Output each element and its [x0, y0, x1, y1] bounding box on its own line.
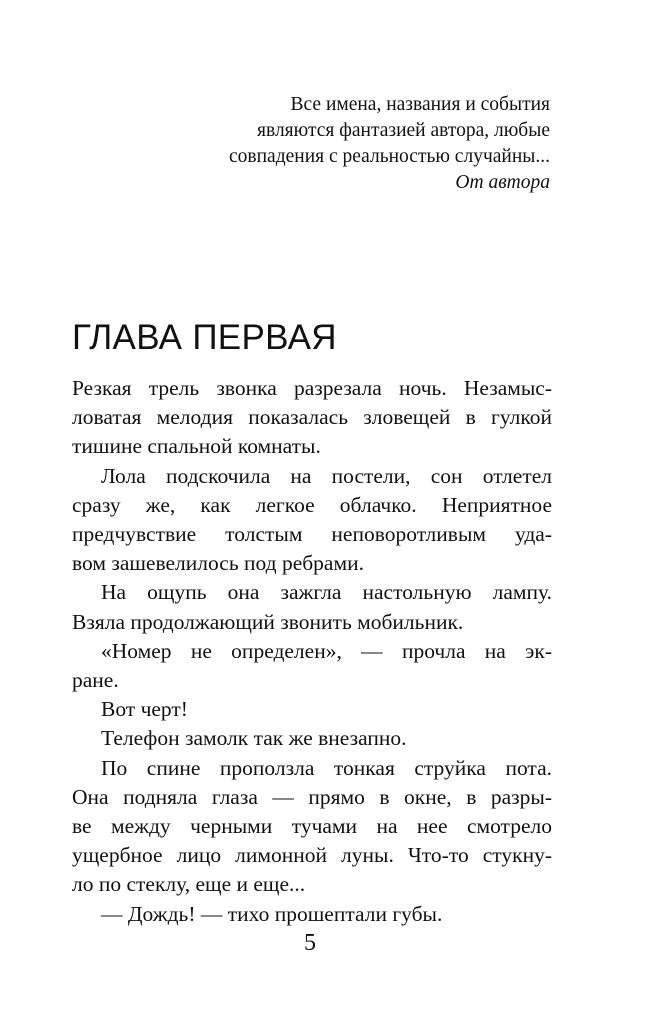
text-line: ве между черными тучами на нее смотрело	[72, 814, 552, 839]
text-line: ловатая мелодия показалась зловещей в гулкой	[72, 405, 552, 430]
text-line: Лола подскочила на постели, сон отлетел	[101, 463, 552, 488]
text-line: ране.	[72, 668, 119, 693]
epigraph-line: совпадения с реальностью случайны...	[229, 146, 550, 167]
text-line: По спине проползла тонкая струйка пота.	[101, 755, 552, 780]
epigraph-author: От автора	[455, 172, 550, 193]
epigraph-line: являются фантазией автора, любые	[257, 120, 550, 141]
epigraph	[160, 92, 550, 196]
text-line: «Номер не определен», — прочла на эк-	[101, 638, 552, 663]
text-line: Телефон замолк так же внезапно.	[101, 726, 407, 751]
text-line: вом зашевелилось под ребрами.	[72, 551, 364, 576]
text-line: Взяла продолжающий звонить мобильник.	[72, 609, 464, 634]
text-line: тишине спальной комнаты.	[72, 434, 321, 459]
text-line: ущербное лицо лимонной луны. Что-то стукну-	[72, 843, 552, 868]
epigraph-line: Все имена, названия и события	[290, 94, 550, 115]
text-line: Резкая трель звонка разрезала ночь. Незамыс-	[72, 376, 552, 400]
page-number: 5	[304, 930, 316, 956]
body-text	[72, 374, 552, 929]
chapter-title: ГЛАВА ПЕРВАЯ	[72, 318, 337, 357]
text-line: ло по стеклу, еще и еще...	[72, 872, 306, 897]
text-line: Вот черт!	[101, 697, 188, 722]
text-line: На ощупь она зажгла настольную лампу.	[101, 580, 552, 605]
text-line: — Дождь! — тихо прошептали губы.	[101, 901, 443, 926]
text-line: предчувствие толстым неповоротливым уда-	[72, 522, 552, 547]
text-line: Она подняла глаза — прямо в окне, в разры-	[72, 784, 552, 809]
text-line: сразу же, как легкое облачко. Неприятное	[72, 492, 552, 517]
